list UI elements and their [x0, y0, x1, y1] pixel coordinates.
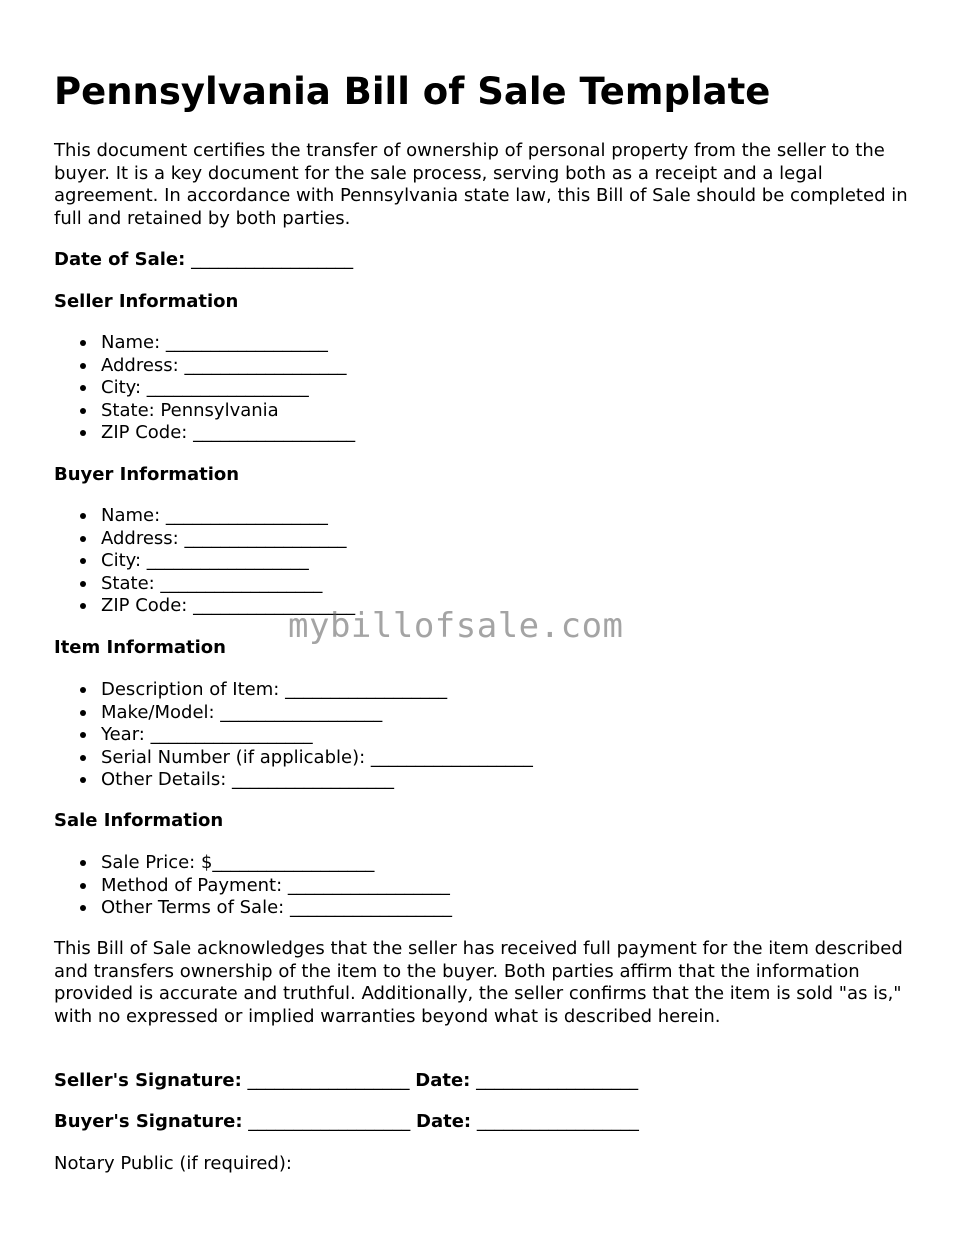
item-section-heading: Item Information	[54, 637, 226, 658]
notary-line: Notary Public (if required):	[54, 1153, 292, 1174]
buyer-date-blank: __________________	[476, 1111, 639, 1132]
list-item: Sale Price: $__________________	[54, 852, 452, 875]
list-item: State: Pennsylvania	[54, 400, 355, 423]
list-item: Other Details: __________________	[54, 769, 533, 792]
date-of-sale-blank: __________________	[191, 249, 354, 270]
page-title: Pennsylvania Bill of Sale Template	[54, 70, 771, 113]
list-item: Description of Item: __________________	[54, 679, 533, 702]
buyer-signature-line	[54, 1111, 639, 1134]
list-item: Other Terms of Sale: __________________	[54, 897, 452, 920]
list-item: ZIP Code: __________________	[54, 595, 355, 618]
seller-signature-line	[54, 1070, 638, 1093]
list-item: City: __________________	[54, 377, 355, 400]
buyer-signature-blank: __________________	[248, 1111, 411, 1132]
seller-signature-blank: __________________	[247, 1070, 410, 1091]
list-item: Name: __________________	[54, 505, 355, 528]
seller-field-list	[54, 332, 355, 445]
list-item: Serial Number (if applicable): __________________	[54, 747, 533, 770]
seller-section-heading: Seller Information	[54, 291, 239, 312]
seller-signature-label: Seller's Signature:	[54, 1070, 242, 1091]
item-field-list	[54, 679, 533, 792]
list-item: Make/Model: __________________	[54, 702, 533, 725]
buyer-section-heading: Buyer Information	[54, 464, 240, 485]
buyer-field-list	[54, 505, 355, 618]
buyer-date-label: Date:	[416, 1111, 472, 1132]
date-of-sale-label: Date of Sale:	[54, 249, 186, 270]
sale-section-heading: Sale Information	[54, 810, 224, 831]
list-item: Address: __________________	[54, 355, 355, 378]
list-item: State: __________________	[54, 573, 355, 596]
watermark: mybillofsale.com	[288, 606, 624, 646]
list-item: Method of Payment: __________________	[54, 875, 452, 898]
list-item: Address: __________________	[54, 528, 355, 551]
list-item: City: __________________	[54, 550, 355, 573]
seller-date-label: Date:	[415, 1070, 471, 1091]
closing-paragraph: This Bill of Sale acknowledges that the seller has received full payment for the item described and transfers ownership of the item to the buyer. Both parties affirm that the information provided is accurate and truthful. Additionally, the seller confirms that the item is sold "as is," with no expressed or implied warranties beyond what is described herein.	[54, 938, 903, 1027]
intro-paragraph: This document certifies the transfer of ownership of personal property from the seller to the buyer. It is a key document for the sale process, serving both as a receipt and a legal agreement. In accordance with Pennsylvania state law, this Bill of Sale should be completed in full and retained by both parties.	[54, 140, 908, 229]
date-of-sale-line	[54, 249, 353, 272]
list-item: Name: __________________	[54, 332, 355, 355]
list-item: ZIP Code: __________________	[54, 422, 355, 445]
seller-date-blank: __________________	[476, 1070, 639, 1091]
buyer-signature-label: Buyer's Signature:	[54, 1111, 243, 1132]
list-item: Year: __________________	[54, 724, 533, 747]
sale-field-list	[54, 852, 452, 920]
